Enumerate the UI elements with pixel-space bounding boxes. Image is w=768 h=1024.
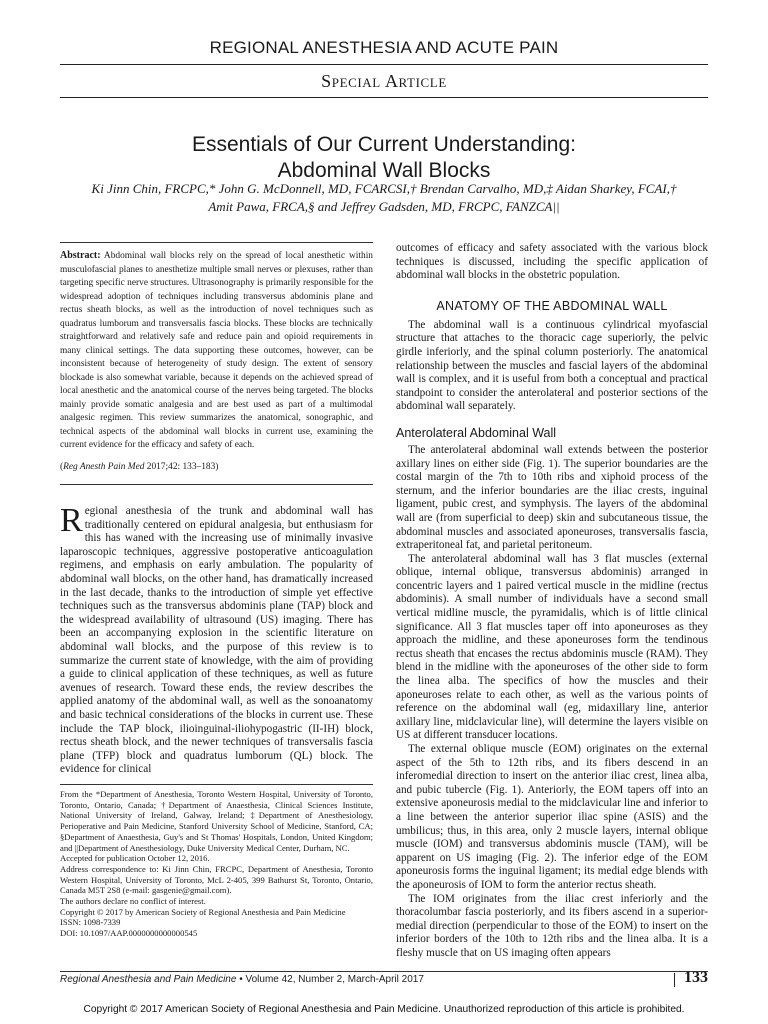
anterolateral-paragraph-3: The external oblique muscle (EOM) originates on the external aspect of the 5th to 12th ribs, and its fibers descend in an inferomedial direction to insert on the anterior iliac crest, linea alba, and pubic tubercle (Fig. 1). Anteriorly, the EOM tapers off into an extensive aponeurosis medial to the midclavicular line and inferior to a line between the anterior superior iliac spine (ASIS) and the umbilicus; thus, in this area, only 2 muscle layers, internal oblique muscle (IOM) and transversus abdominis muscle (TAM), will be apparent on US imaging (Fig. 2). The inferior edge of the EOM aponeurosis forms the inguinal ligament; its medial edge blends with the aponeurosis of IOM to form the anterior rectus sheath. — [396, 743, 708, 891]
anterolateral-paragraph-4: The IOM originates from the iliac crest inferiorly and the thoracolumbar fascia posteriorly, and its fibers ascend in a superior-medial direction (perpendicular to those of the EOM) to insert on the inferior borders of the 10th to 12th ribs and the linea alba. It is a fleshy muscle that on US imaging often appears — [396, 892, 708, 959]
left-column — [60, 242, 373, 777]
citation-journal: Reg Anesth Pain Med — [63, 461, 145, 472]
authors-line-2: Amit Pawa, FRCA,§ and Jeffrey Gadsden, MD, FRCPC, FANZCA|| — [208, 199, 560, 214]
page-number: 133 — [684, 969, 708, 986]
subsection-heading-anterolateral: Anterolateral Abdominal Wall — [396, 425, 557, 440]
footnote-copyright: Copyright © 2017 by American Society of Regional Anesthesia and Pain Medicine — [60, 906, 346, 917]
abstract-text: Abdominal wall blocks rely on the spread of local anesthetic within musculofascial planes to anesthetize multiple small nerves or plexuses, rather than targeting specific nerve structures. Ultrasonography is primarily responsible for the widespread adoption of techniques including transversus abdominis plane and rectus sheath blocks, as well as the introduction of novel techniques such as quadratus lumborum and transversalis fascia blocks. These blocks are technically straightforward and relatively safe and reduce pain and opioid requirements in many clinical settings. The data supporting these outcomes, however, can be inconsistent because of heterogeneity of study design. The extent of sensory blockade is also somewhat variable, because it depends on the achieved spread of local anesthetic and the anatomical course of the nerves being targeted. The blocks mainly provide somatic analgesia and are best used as part of a multimodal analgesic regimen. This review summarizes the anatomical, sonographic, and technical aspects of the abdominal wall blocks in current use, examining the current evidence for the efficacy and safety of each. — [60, 251, 373, 450]
footnote-affiliations: From the *Department of Anesthesia, Toronto Western Hospital, University of Toronto, Toronto, Ontario, Canada; †Department of Anaesthesia, Clinical Sciences Institute, National University of Ireland, Galway, Ireland; ‡Department of Anesthesiology, Perioperative and Pain Medicine, Stanford University School of Medicine, Stanford, CA; §Department of Anaesthesia, Guy's and St Thomas' Hospitals, London, United Kingdom; and ||Department of Anesthesiology, Duke University Medical Center, Durham, NC. — [60, 789, 373, 853]
article-title — [60, 132, 708, 184]
abstract-citation: (Reg Anesth Pain Med 2017;42: 133–183) — [60, 461, 219, 472]
intro-text: egional anesthesia of the trunk and abdominal wall has traditionally centered on epidural analgesia, but enthusiasm for this has waned with the increasing use of minimally invasive laparoscopic techniques, aggressive postoperative anticoagulation regimens, and emphasis on early ambulation. The popularity of abdominal wall blocks, on the other hand, has dramatically increased in the last decade, thanks to the introduction of simple yet effective techniques such as the transversus abdominis plane (TAP) block and the widespread availability of ultrasound (US) imaging. There has been an accompanying explosion in the scientific literature on abdominal wall blocks, and the purpose of this review is to summarize the current state of knowledge, with the aim of providing a guide to clinical application of these techniques, as well as future avenues of research. Toward these ends, the review describes the applied anatomy of the abdominal wall, as well as the sonoanatomy and basic technical considerations of the blocks in current use. These include the TAP block, ilioinguinal-iliohypogastric (II-IH) block, rectus sheath block, and the newer techniques of transversalis fascia plane (TFP) block and quadratus lumborum (QL) block. The evidence for clinical — [60, 505, 373, 776]
title-line-2: Abdominal Wall Blocks — [277, 159, 491, 183]
anatomy-paragraph: The abdominal wall is a continuous cylindrical myofascial structure that attaches to the thoracic cage superiorly, the pelvic girdle inferiorly, and the spinal column posteriorly. The anatomical relationship between the muscles and fascial layers of the abdominal wall is complex, and it is useful from both a conceptual and practical standpoint to consider the anterolateral and posterior sections of the abdominal wall separately. — [396, 318, 708, 413]
footnote-conflict: The authors declare no conflict of interest. — [60, 896, 206, 907]
intro-paragraph — [60, 502, 373, 777]
copyright-notice: Copyright © 2017 American Society of Regional Anesthesia and Pain Medicine. Unauthorized reproduction of this article is prohibited. — [83, 1004, 685, 1015]
footer-rule — [60, 971, 708, 972]
section-heading-anatomy: ANATOMY OF THE ABDOMINAL WALL — [436, 298, 668, 313]
anterolateral-paragraph-1: The anterolateral abdominal wall extends between the posterior axillary lines on either side (Fig. 1). The superior boundaries are the costal margin of the 7th to 10th ribs and xiphoid process of the sternum, and the inferior boundaries are the iliac crests, inguinal ligament, pubic crest, and symphysis. The layers of the abdominal wall are (from superficial to deep) skin and subcutaneous tissue, the abdominal muscles and associated aponeuroses, transversalis fascia, extraperitoneal fat, and parietal peritoneum. — [396, 443, 708, 552]
anterolateral-paragraph-2: The anterolateral abdominal wall has 3 flat muscles (external oblique, internal oblique, transversus abdominis) arranged in concentric layers and 1 paired vertical muscle in the midline (rectus abdominis). A small number of individuals have a second small vertical midline muscle, the pyramidalis, which is of little clinical significance. All 3 flat muscles taper off into aponeuroses as they approach the midline, and these aponeuroses form the tendinous rectus sheath that encases the rectus abdominis muscle (RAM). They blend in the midline with the aponeuroses of the other side to form the linea alba. The specifics of how the muscles and their aponeuroses relate to each other, as well as the various points of reference on the abdominal wall (eg, midaxillary line, anterior axillary line, midclavicular line), will determine the layers visible on US at different transducer locations. — [396, 552, 708, 742]
header-rule-bottom — [60, 97, 708, 98]
right-column — [396, 242, 708, 961]
authors-line-1: Ki Jinn Chin, FRCPC,* John G. McDonnell, MD, FCARCSI,† Brendan Carvalho, MD,‡ Aidan Sharkey, FCAI,† — [91, 181, 677, 196]
footnote-accepted: Accepted for publication October 12, 2016. — [60, 853, 210, 864]
running-footer — [60, 974, 424, 985]
footnote-correspondence: Address correspondence to: Ki Jinn Chin, FRCPC, Department of Anesthesia, Toronto Western Hospital, University of Toronto, McL 2-405, 399 Bathurst St, Toronto, Ontario, Canada M5T 2S8 (e-mail: gasgenie@gmail.com). — [60, 863, 373, 896]
author-list — [60, 180, 708, 216]
citation-details: 2017;42: 133–183) — [144, 461, 219, 472]
footer-issue: • Volume 42, Number 2, March-April 2017 — [236, 974, 424, 985]
article-type-label: Special Article — [321, 71, 447, 91]
footer-journal-name: Regional Anesthesia and Pain Medicine — [60, 974, 237, 985]
drop-cap: R — [60, 502, 83, 539]
abstract-paragraph — [60, 249, 373, 453]
header-rule-top — [60, 64, 708, 65]
footnote-doi: DOI: 10.1097/AAP.0000000000000545 — [60, 928, 198, 939]
footnotes-block — [60, 784, 373, 939]
abstract-box — [60, 242, 373, 485]
journal-section-header: REGIONAL ANESTHESIA AND ACUTE PAIN — [209, 38, 559, 57]
title-line-1: Essentials of Our Current Understanding: — [191, 133, 577, 157]
abstract-label: Abstract: — [60, 250, 101, 261]
footnote-issn: ISSN: 1098-7339 — [60, 917, 121, 928]
continuation-paragraph: outcomes of efficacy and safety associated with the various block techniques is discussed, including the specific application of abdominal wall blocks in the obstetric population. — [396, 242, 708, 282]
